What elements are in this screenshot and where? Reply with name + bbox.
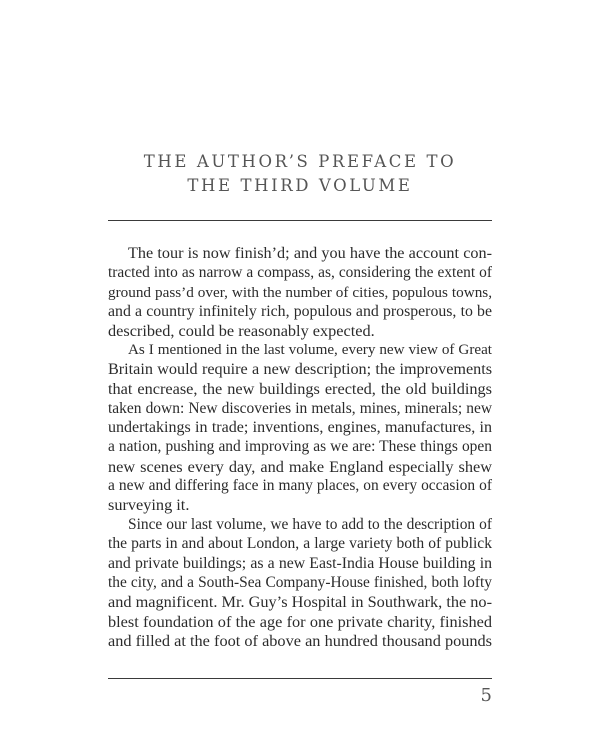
text-line: tracted into as narrow a compass, as, considering the extent of	[108, 264, 492, 282]
text-line: As I mentioned in the last volume, every new view of Great	[128, 341, 492, 358]
preface-title-line-1: THE AUTHOR’S PREFACE TO	[143, 152, 457, 171]
text-line: that encrease, the new buildings erected, the old buildings	[108, 379, 492, 399]
top-divider	[108, 220, 492, 221]
text-line: and a country infinitely rich, populous and prosperous, to be	[108, 303, 492, 321]
text-line: Since our last volume, we have to add to the description of	[128, 515, 492, 533]
text-line: ground pass’d over, with the number of cities, populous towns,	[108, 283, 492, 301]
text-line: blest foundation of the age for one private charity, finished	[108, 611, 492, 631]
preface-title-line-2: THE THIRD VOLUME	[187, 176, 413, 195]
text-line: and magnificent. Mr. Guy’s Hospital in Southwark, the no-	[108, 592, 492, 612]
text-line: undertakings in trade; inventions, engines, manufactures, in	[108, 419, 492, 437]
text-line: described, could be reasonably expected.	[108, 321, 375, 341]
preface-body	[108, 244, 492, 650]
text-line: the parts in and about London, a large variety both of publick	[108, 535, 492, 553]
text-line: the city, and a South-Sea Company-House finished, both lofty	[108, 573, 492, 591]
page-number: 5	[480, 685, 492, 706]
text-line: a nation, pushing and improving as we are: These things open	[108, 438, 492, 456]
text-line: Britain would require a new description; the improvements	[108, 361, 492, 379]
text-line: The tour is now finish’d; and you have the account con-	[128, 244, 492, 262]
text-line: surveying it.	[108, 495, 190, 515]
text-line: and private buildings; as a new East-India House building in	[108, 554, 492, 572]
text-line: new scenes every day, and make England especially shew	[108, 456, 492, 476]
text-line: a new and differing face in many places, on every occasion of	[108, 477, 492, 495]
bottom-divider	[108, 678, 492, 679]
text-line: taken down: New discoveries in metals, mines, minerals; new	[108, 399, 492, 417]
text-line: and filled at the foot of above an hundred thousand pounds	[108, 630, 492, 650]
